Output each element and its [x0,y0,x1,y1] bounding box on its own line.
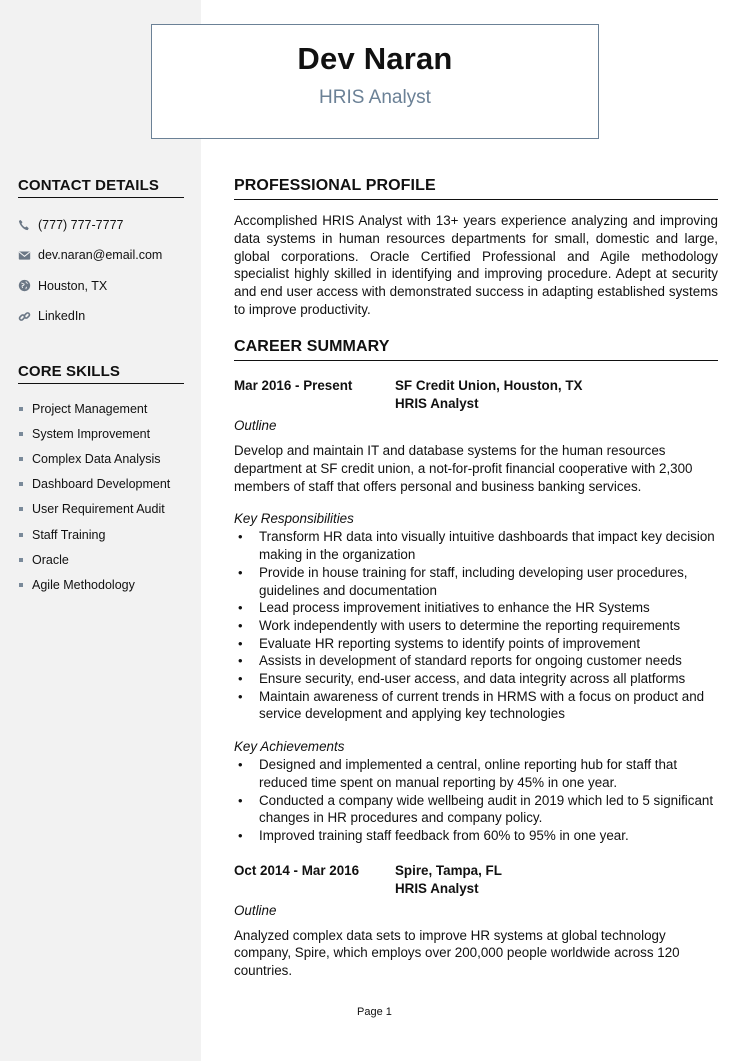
skill-label: System Improvement [32,426,151,441]
job-entry [234,862,718,980]
career-summary-heading: CAREER SUMMARY [234,338,718,361]
skill-item [18,572,184,597]
link-icon [18,310,31,323]
professional-profile-heading: PROFESSIONAL PROFILE [234,177,718,200]
job-dates: Oct 2014 - Mar 2016 [234,862,360,878]
list-item: • Ensure security, end-user access, and data integrity across all platforms [234,670,718,688]
bullet-square-icon [19,457,23,461]
list-item: • Assists in development of standard reports for ongoing customer needs [234,652,718,670]
skill-item [18,396,184,421]
list-item: • Lead process improvement initiatives to enhance the HR Systems [234,599,718,617]
job-role: HRIS Analyst [395,396,479,411]
job-dates: Mar 2016 - Present [234,378,353,393]
page-number: Page 1 [357,1006,392,1018]
list-item: • Work independently with users to determine the reporting requirements [234,617,718,635]
job-role-row [234,395,718,413]
skill-label: Staff Training [32,527,106,542]
outline-label: Outline [234,902,277,918]
job-outline-text: Develop and maintain IT and database systems for the human resources department at SF credit union, a not-for-profit financial cooperative with 2,300 members of staff that offers personal and business banking services. [234,443,693,494]
globe-icon [18,279,31,292]
list-item: • Transform HR data into visually intuitive dashboards that impact key decision making in the organization [234,528,718,563]
contact-list [18,210,184,331]
achievements-list [234,756,718,845]
skill-item [18,497,184,522]
profile-summary-text: Accomplished HRIS Analyst with 13+ years experience analyzing and improving data systems in human resources departments for small, domestic and large, global corporations. Oracle Certified Professional and Agile methodology specialist highly skilled in identifying and improving procedure. Adept at security and end user access with demonstrated success in adapting established systems to improve productivity. [234,213,718,317]
job-header-row [234,377,718,395]
list-item: • Designed and implemented a central, online reporting hub for staff that reduced time spent on manual reporting by 45% in one year. [234,756,718,791]
contact-item-phone [18,210,184,240]
contact-item-email [18,240,184,270]
bullet-square-icon [19,407,23,411]
skill-label: Dashboard Development [32,477,171,492]
key-achievements-label: Key Achievements [234,739,345,755]
professional-profile-section [234,177,718,319]
skill-item [18,547,184,572]
responsibilities-list [234,528,718,723]
job-role: HRIS Analyst [395,880,479,896]
list-item: • Provide in house training for staff, including developing user procedures, guidelines and documentation [234,564,718,599]
key-responsibilities-label: Key Responsibilities [234,511,354,527]
contact-location-text: Houston, TX [38,278,108,293]
job-company: SF Credit Union, Houston, TX [395,378,583,393]
list-item: • Improved training staff feedback from 60% to 95% in one year. [234,827,718,845]
core-skills-section [18,363,184,598]
contact-linkedin-link[interactable]: LinkedIn [38,309,86,324]
outline-label: Outline [234,418,277,433]
skills-list [18,396,184,598]
contact-item-linkedin [18,301,184,331]
bullet-square-icon [19,558,23,562]
skill-label: Project Management [32,401,148,416]
job-outline-text: Analyzed complex data sets to improve HR systems at global technology company, Spire, which employs over 200,000 people worldwide across 120 countries. [234,927,680,979]
bullet-square-icon [19,507,23,511]
job-entry [234,377,718,845]
list-item: • Conducted a company wide wellbeing audit in 2019 which led to 5 significant changes in HR procedures and company policy. [234,792,718,827]
skill-label: User Requirement Audit [32,502,165,517]
skill-item [18,421,184,446]
job-header-row [234,862,718,880]
skill-item [18,472,184,497]
envelope-icon [18,249,31,262]
skill-item [18,446,184,471]
bullet-square-icon [19,533,23,537]
core-skills-heading: CORE SKILLS [18,363,184,384]
job-role-row [234,880,718,898]
list-item: • Maintain awareness of current trends in HRMS with a focus on product and service development and applying key technologies [234,688,718,723]
contact-details-section [18,177,184,331]
bullet-square-icon [19,583,23,587]
job-company: Spire, Tampa, FL [395,862,502,878]
contact-details-heading: CONTACT DETAILS [18,177,184,198]
career-summary-section [234,338,718,980]
bullet-square-icon [19,482,23,486]
candidate-name: Dev Naran [297,41,453,76]
contact-item-location [18,271,184,301]
skill-item [18,522,184,547]
skill-label: Agile Methodology [32,577,135,592]
bullet-square-icon [19,432,23,436]
contact-email-text[interactable]: dev.naran@email.com [38,248,163,263]
candidate-title: HRIS Analyst [319,87,431,108]
contact-phone-text: (777) 777-7777 [38,218,124,233]
phone-icon [18,219,31,232]
name-header-box [151,24,599,139]
skill-label: Complex Data Analysis [32,451,161,466]
list-item: • Evaluate HR reporting systems to identify points of improvement [234,635,718,653]
skill-label: Oracle [32,552,69,567]
